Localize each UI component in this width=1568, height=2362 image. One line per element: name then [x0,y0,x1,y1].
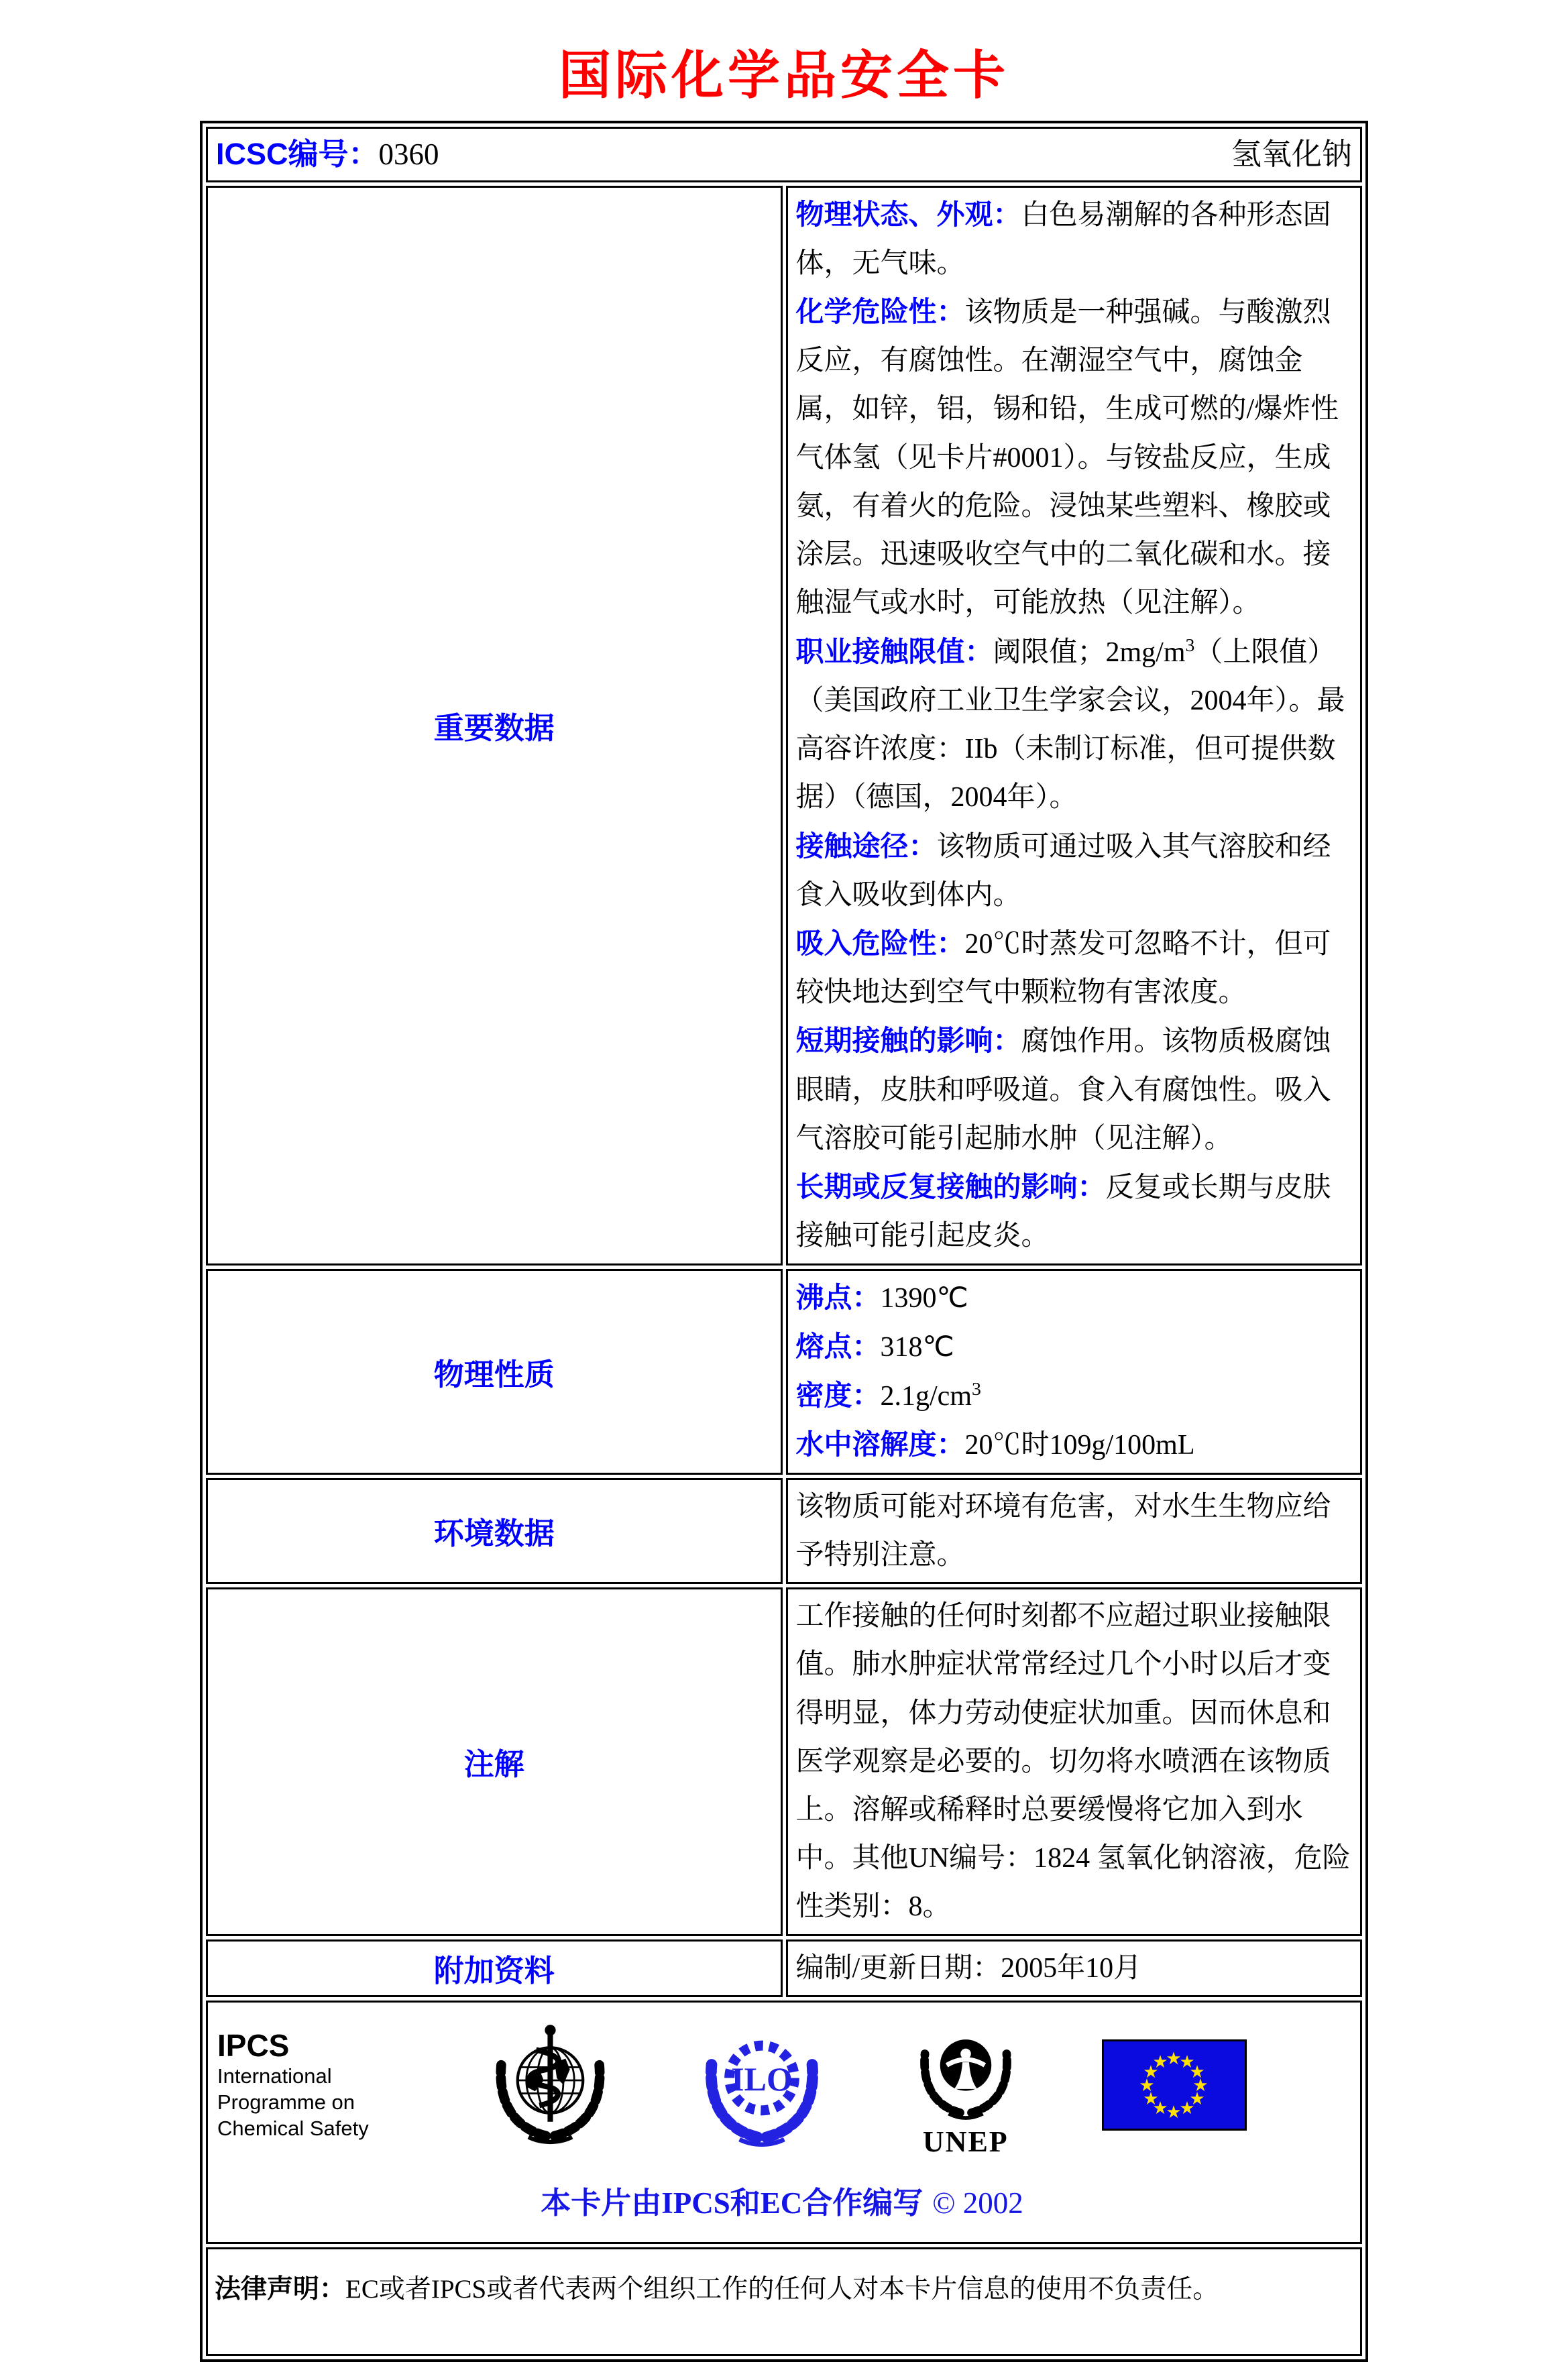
occupational-limit-text-post: （上限值）（美国政府工业卫生学家会议，2004年）。最高容许浓度：IIb（未制订标准，但可提供数据）（德国，2004年）。 [795,636,1345,813]
boiling-point-para [796,1274,1353,1323]
legal-notice-label: 法律声明： [215,2274,346,2304]
unep-logo-icon [909,2015,1023,2125]
important-data-row-label: 重要数据 [206,186,783,1266]
page-title: 国际化学品安全卡 [558,46,1009,105]
long-term-effects-para [796,1163,1353,1260]
ipcs-acronym: IPCS [217,2028,290,2064]
cubic-cm-superscript: 3 [972,1378,981,1400]
additional-info-content: 编制/更新日期：2005年10月 [786,1939,1363,1997]
physical-properties-row [206,1269,1362,1475]
environmental-data-content: 该物质可能对环境有危害，对水生生物应给予特别注意。 [786,1478,1363,1584]
short-term-effects-text: 腐蚀作用。该物质极腐蚀眼睛，皮肤和呼吸道。食入有腐蚀性。吸入气溶胶可能引起肺水肿（见注解）。 [795,1026,1331,1154]
short-term-effects-para [796,1017,1353,1163]
header-row [206,127,1362,182]
svg-text:★: ★ [1189,2062,1206,2082]
inhalation-risk-label: 吸入危险性： [795,927,965,960]
icsc-table [203,123,1365,2359]
unep-logo-block [909,2015,1023,2158]
svg-text:★: ★ [1179,2098,1196,2119]
header-cell [206,127,1362,182]
physical-properties-content [786,1269,1363,1475]
density-value: 2.1g/cm [880,1381,972,1412]
icsc-number-value: 0360 [378,137,439,171]
melting-point-para [796,1323,1353,1371]
melting-point-label: 熔点： [795,1330,881,1362]
legal-notice-text: EC或者IPCS或者代表两个组织工作的任何人对本卡片信息的使用不负责任。 [345,2274,1219,2304]
occupational-limit-label: 职业接触限值： [795,635,993,667]
svg-text:★: ★ [1152,2051,1169,2072]
inhalation-risk-para [796,919,1353,1017]
water-solubility-label: 水中溶解度： [795,1428,965,1461]
important-data-content [786,186,1363,1266]
occupational-limit-text-pre: 阈限值；2mg/m [993,636,1186,668]
notes-content: 工作接触的任何时刻都不应超过职业接触限值。肺水肿症状常常经过几个小时以后才变得明显，体力劳动使症状加重。因而休息和医学观察是必要的。切勿将水喷洒在该物质上。溶解或稀释时总要缓慢将它加入到水中。其他UN编号：1824 氢氧化钠溶液，危险性类别：8。 [786,1587,1363,1936]
svg-text:★: ★ [1152,2098,1169,2119]
long-term-effects-text: 反复或长期与皮肤接触可能引起皮炎。 [795,1172,1331,1252]
notes-row-label: 注解 [206,1587,783,1936]
ipcs-line-2: Programme on [217,2090,355,2114]
additional-info-row [206,1939,1362,1997]
long-term-effects-label: 长期或反复接触的影响： [795,1171,1106,1203]
boiling-point-label: 沸点： [795,1281,881,1313]
svg-text:★: ★ [1139,2075,1156,2096]
ipcs-line-1: International [217,2064,332,2088]
ilo-logo-icon [695,2016,829,2153]
water-solubility-para [796,1420,1353,1469]
svg-text:★: ★ [1189,2088,1206,2109]
cooperation-caption [217,2178,1347,2222]
physical-state-label: 物理状态、外观： [795,198,1021,230]
chemical-name: 氢氧化钠 [1231,137,1352,171]
environmental-data-row-label: 环境数据 [206,1478,783,1584]
additional-info-row-label: 附加资料 [206,1939,783,1997]
occupational-limit-para [796,628,1353,822]
icsc-number [216,131,439,178]
boiling-point-value: 1390℃ [880,1282,968,1314]
exposure-route-para [796,822,1353,919]
svg-text:★: ★ [1166,2102,1182,2123]
ipcs-line-3: Chemical Safety [217,2116,369,2140]
environmental-data-row [206,1478,1362,1584]
eu-flag-icon [1102,2039,1247,2131]
svg-text:★: ★ [1166,2048,1182,2069]
physical-state-text: 白色易潮解的各种形态固体，无气味。 [795,199,1331,279]
exposure-route-text: 该物质可通过吸入其气溶胶和经食入吸收到体内。 [795,831,1331,911]
org-logos [405,2015,1347,2158]
notes-row [206,1587,1362,1936]
legal-cell [206,2247,1362,2356]
chemical-danger-text: 该物质是一种强碱。与酸激烈反应，有腐蚀性。在潮湿空气中，腐蚀金属，如锌，铝，锡和铅，生成可燃的/爆炸性气体氢（见卡片#0001）。与铵盐反应，生成氨，有着火的危险。浸蚀某些塑料、橡胶或涂层。迅速吸收空气中的二氧化碳和水。接触湿气或水时，可能放热（见注解）。 [795,296,1339,619]
important-data-row [206,186,1362,1266]
cooperation-caption-text: 本卡片由IPCS和EC合作编写 [541,2186,923,2220]
inhalation-risk-text: 20℃时蒸发可忽略不计，但可较快地达到空气中颗粒物有害浓度。 [795,929,1331,1009]
svg-text:★: ★ [1143,2062,1160,2082]
melting-point-value: 318℃ [880,1331,954,1363]
copyright-text: © 2002 [932,2186,1023,2220]
density-para [796,1371,1353,1420]
short-term-effects-label: 短期接触的影响： [795,1025,1021,1057]
svg-text:★: ★ [1179,2051,1196,2072]
exposure-route-label: 接触途径： [795,830,937,862]
density-label: 密度： [795,1380,881,1412]
legal-row [206,2247,1362,2356]
svg-text:★: ★ [1143,2088,1160,2109]
icsc-card [200,121,1368,2362]
who-logo-icon [485,2016,616,2153]
physical-state-para [796,190,1353,288]
water-solubility-value: 20℃时109g/100mL [964,1430,1195,1461]
cubic-meter-superscript: 3 [1185,634,1195,655]
logos-cell [206,2001,1362,2244]
ipcs-text-block [217,2028,405,2141]
ilo-letters: ILO [731,2060,793,2098]
chemical-danger-label: 化学危险性： [795,295,965,327]
page-content [200,0,1368,2362]
icsc-number-label: ICSC编号： [216,137,379,171]
chemical-danger-para [796,288,1353,628]
logos-row [206,2001,1362,2244]
unep-letters: UNEP [922,2125,1009,2158]
svg-text:★: ★ [1192,2075,1209,2096]
physical-properties-row-label: 物理性质 [206,1269,783,1475]
